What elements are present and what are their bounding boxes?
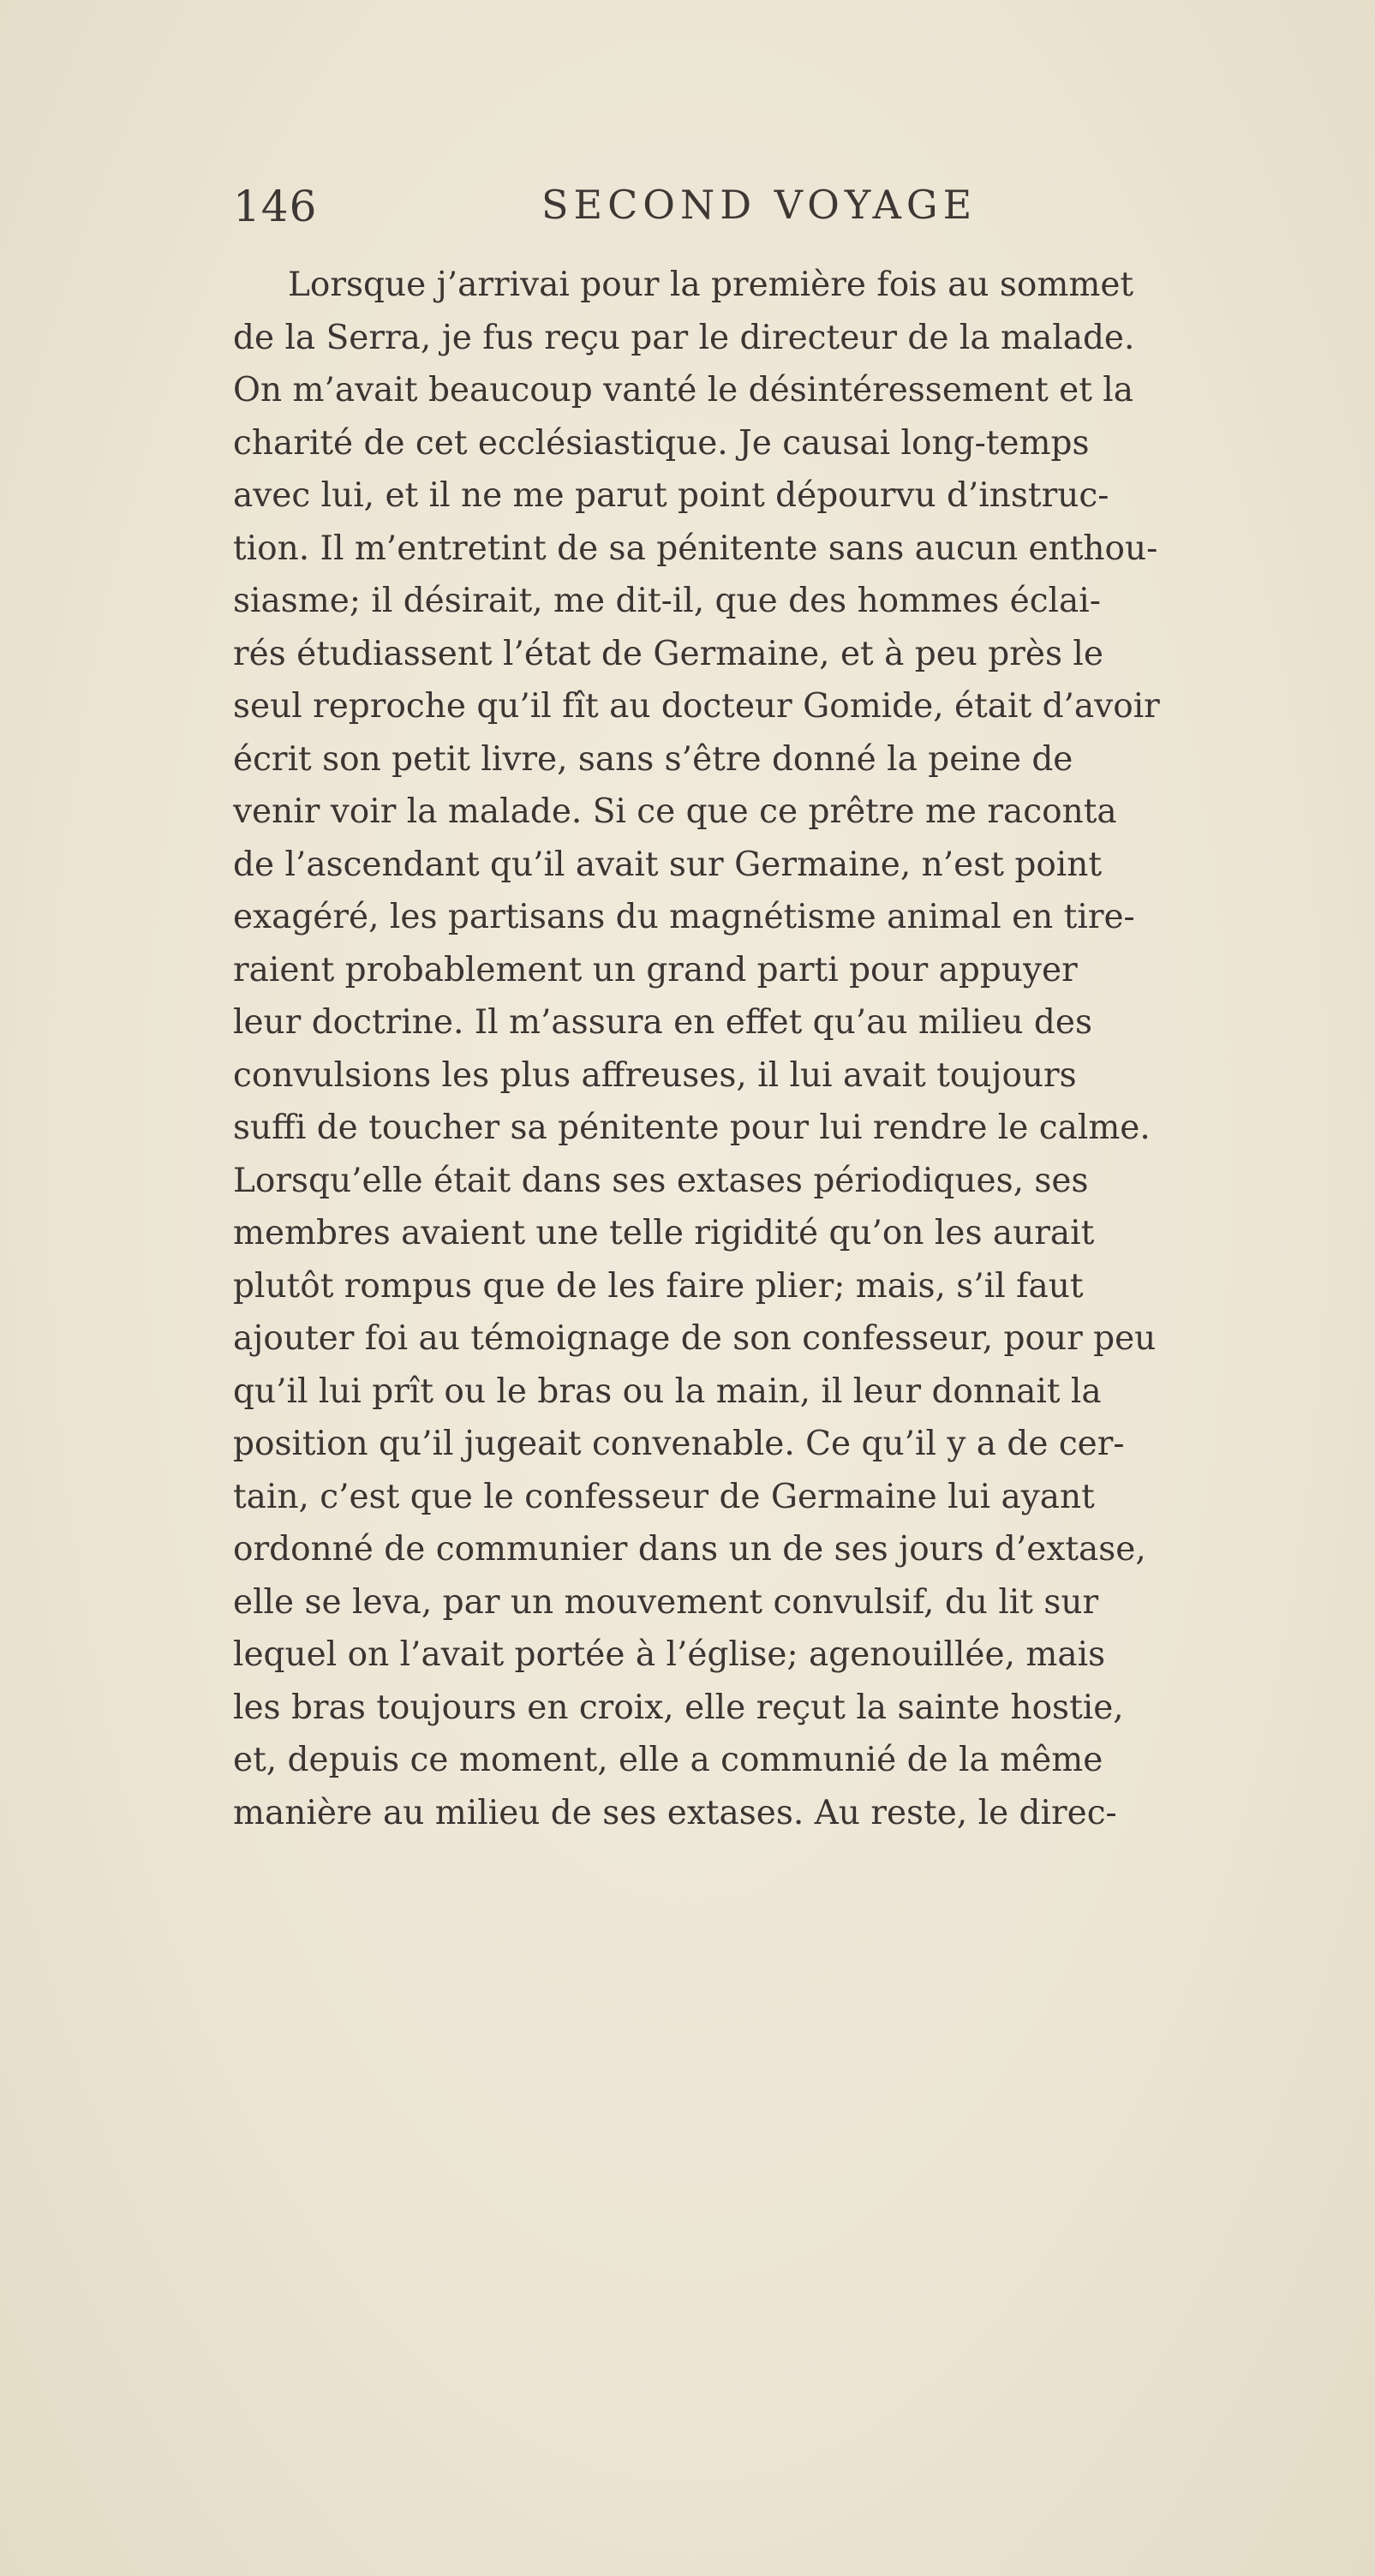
- running-head: SECOND VOYAGE: [541, 182, 977, 228]
- text-line: écrit son petit livre, sans s’être donné la peine de: [233, 739, 1073, 779]
- body-text: [233, 259, 1364, 1839]
- text-line: les bras toujours en croix, elle reçut la sainte hostie,: [233, 1688, 1124, 1727]
- page-header: [233, 182, 1064, 242]
- text-line: plutôt rompus que de les faire plier; mais, s’il faut: [233, 1266, 1084, 1306]
- text-line: Lorsqu’elle était dans ses extases périodiques, ses: [233, 1161, 1089, 1200]
- text-line: position qu’il jugeait convenable. Ce qu’il y a de cer-: [233, 1425, 1125, 1463]
- text-line: qu’il lui prît ou le bras ou la main, il leur donnait la: [233, 1372, 1102, 1411]
- text-line: exagéré, les partisans du magnétisme animal en tire-: [233, 898, 1135, 936]
- text-line: rés étudiassent l’état de Germaine, et à peu près le: [233, 634, 1103, 673]
- text-line: manière au milieu de ses extases. Au reste, le direc-: [233, 1793, 1117, 1832]
- text-line: tain, c’est que le confesseur de Germaine lui ayant: [233, 1477, 1095, 1516]
- text-line: et, depuis ce moment, elle a communié de la même: [233, 1741, 1103, 1779]
- text-line: venir voir la malade. Si ce que ce prêtre me raconta: [233, 792, 1117, 831]
- text-line: de l’ascendant qu’il avait sur Germaine, n’est point: [233, 845, 1103, 884]
- text-line: On m’avait beaucoup vanté le désintéressement et la: [233, 371, 1134, 409]
- text-line: ordonné de communier dans un de ses jours d’extase,: [233, 1530, 1146, 1569]
- page-number: 146: [233, 182, 318, 231]
- text-line: lequel on l’avait portée à l’église; agenouillée, mais: [233, 1635, 1106, 1674]
- text-line: ajouter foi au témoignage de son confesseur, pour peu: [233, 1319, 1157, 1358]
- text-line: suffi de toucher sa pénitente pour lui rendre le calme.: [233, 1109, 1151, 1147]
- text-line: tion. Il m’entretint de sa pénitente sans aucun enthou-: [233, 529, 1158, 568]
- text-line: charité de cet ecclésiastique. Je causai long-temps: [233, 423, 1090, 463]
- text-line: elle se leva, par un mouvement convulsif, du lit sur: [233, 1582, 1099, 1622]
- text-line: Lorsque j’arrivai pour la première fois au sommet: [288, 266, 1134, 304]
- text-line: de la Serra, je fus reçu par le directeur de la malade.: [233, 318, 1135, 357]
- text-line: raient probablement un grand parti pour appuyer: [233, 950, 1078, 989]
- text-line: seul reproche qu’il fît au docteur Gomide, était d’avoir: [233, 687, 1160, 726]
- text-line: leur doctrine. Il m’assura en effet qu’au milieu des: [233, 1003, 1092, 1042]
- text-line: avec lui, et il ne me parut point dépourvu d’instruc-: [233, 476, 1109, 515]
- text-line: siasme; il désirait, me dit-il, que des hommes éclai-: [233, 582, 1101, 620]
- text-line: membres avaient une telle rigidité qu’on les aurait: [233, 1214, 1095, 1252]
- text-line: convulsions les plus affreuses, il lui avait toujours: [233, 1055, 1077, 1095]
